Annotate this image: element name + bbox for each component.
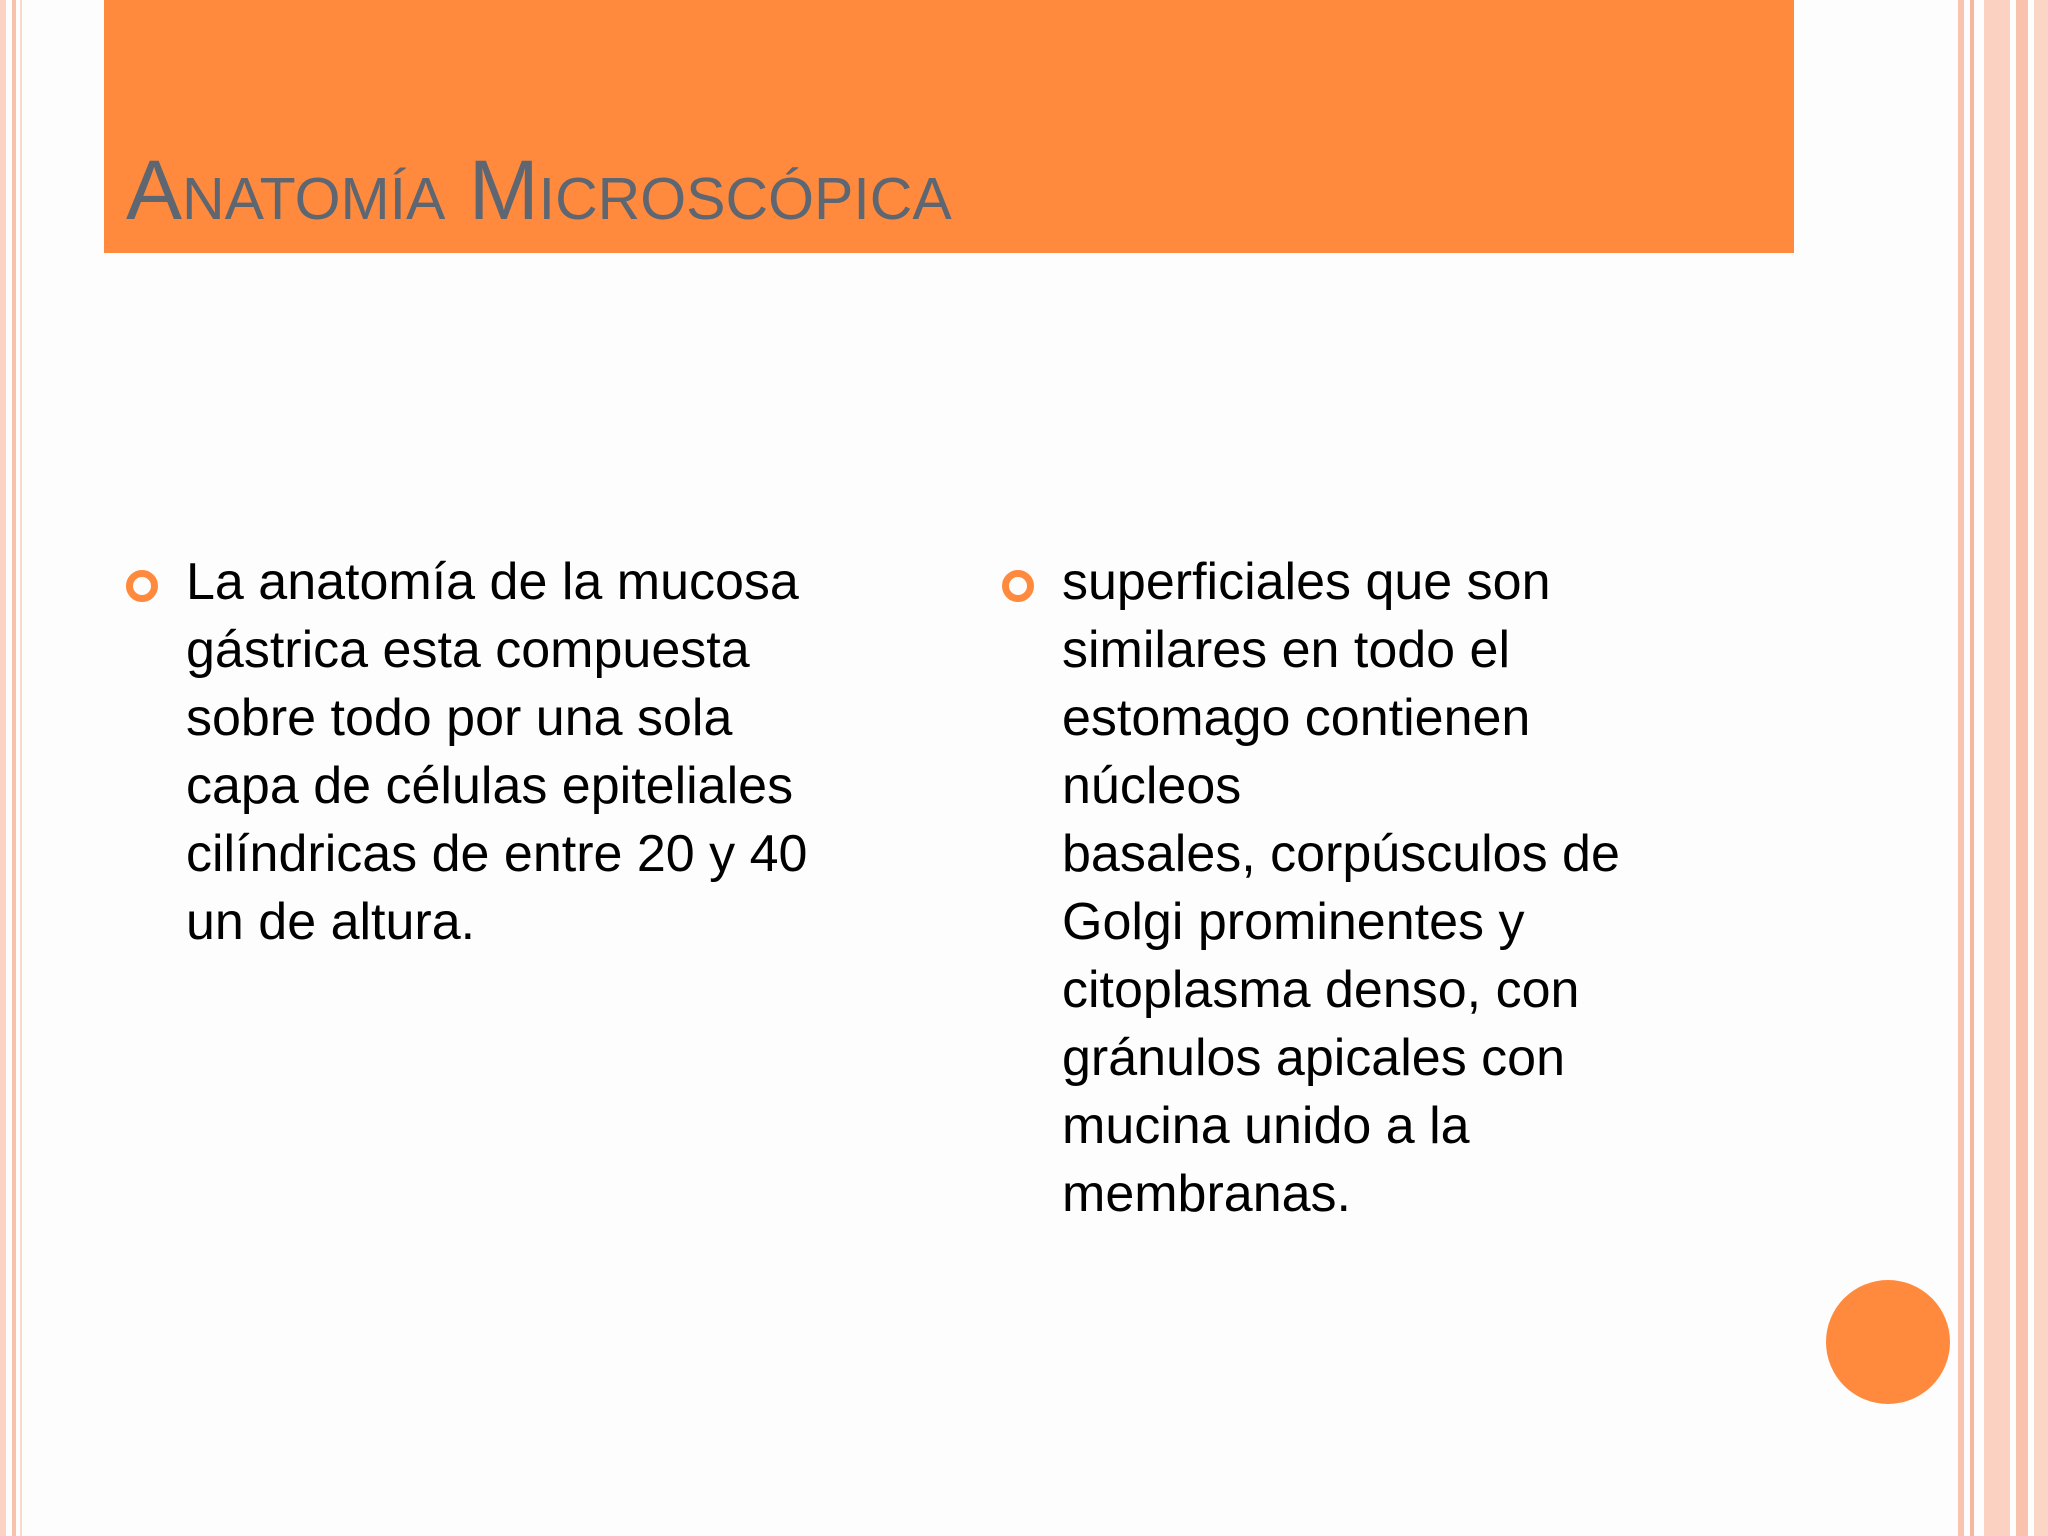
text-line: estomago contienen [1062,689,1531,747]
left-column-text [186,548,906,956]
right-border-stripe [1958,0,1964,1536]
text-line: cilíndricas de entre 20 y 40 [186,825,808,883]
text-line: citoplasma denso, con [1062,961,1580,1019]
text-line: gástrica esta compuesta [186,621,750,679]
text-line: núcleos [1062,757,1242,815]
text-line: basales, corpúsculos de [1062,825,1620,883]
right-border-stripe [2034,0,2048,1536]
text-line: La anatomía de la mucosa [186,553,799,611]
orange-circle-decoration [1826,1280,1950,1404]
text-line: similares en todo el [1062,621,1510,679]
text-line: superficiales que son [1062,553,1551,611]
right-border-stripe [1984,0,2010,1536]
left-border-stripe [12,0,16,1536]
left-border-stripe [20,0,22,1536]
text-line: sobre todo por una sola [186,689,733,747]
text-line: gránulos apicales con [1062,1029,1565,1087]
left-border-stripe [0,0,6,1536]
right-border-stripe [2016,0,2028,1536]
text-line: membranas. [1062,1165,1351,1223]
ring-bullet-icon [1002,570,1034,602]
slide-title: Anatomía Microscópica [126,143,952,237]
text-line: un de altura. [186,893,476,951]
right-border-stripe [1970,0,1974,1536]
text-line: mucina unido a la [1062,1097,1470,1155]
ring-bullet-icon [126,570,158,602]
right-column-text [1062,548,1782,1228]
text-line: Golgi prominentes y [1062,893,1525,951]
text-line: capa de células epiteliales [186,757,794,815]
